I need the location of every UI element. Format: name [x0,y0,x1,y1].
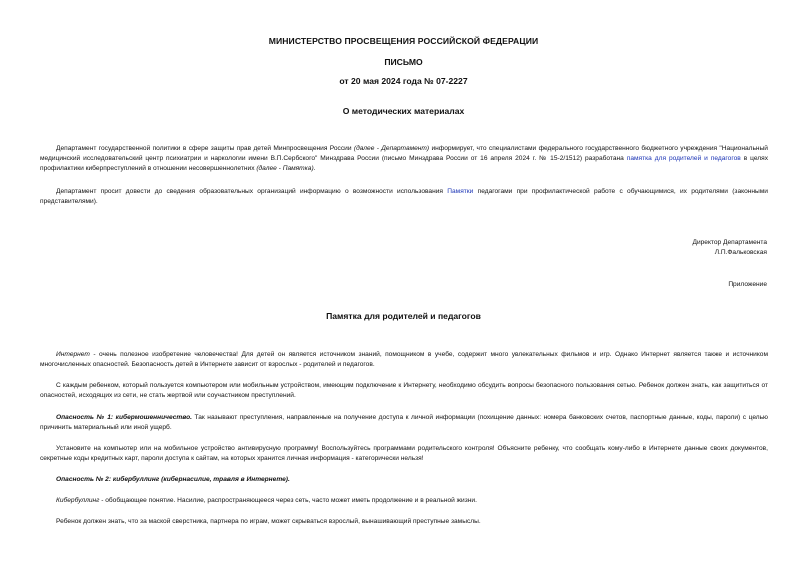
ministry-heading: МИНИСТЕРСТВО ПРОСВЕЩЕНИЯ РОССИЙСКОЙ ФЕДЕРАЦИИ [268,36,539,46]
memo-paragraph-6 [40,496,768,506]
text: Опасность № 2: кибербуллинг (кибернасилие, травля в Интернете). [56,476,290,483]
text: информирует, что специалистами федерального государственного бюджетного учреждения "Национальный медицинский исследовательский центр психиатрии и наркологии имени В.П.Сербского" Минздрава России (письмо Минздрава России от 16 апреля 2024 г. № 15-2/1512) разработана [40,145,768,163]
text: Департамент государственной политики в сфере защиты прав детей Минпросвещения России [56,145,354,152]
memo-paragraph-3 [40,413,768,433]
memo-title: Памятка для родителей и педагогов [326,311,481,321]
memo-paragraph-2: С каждым ребенком, который пользуется компьютером или мобильным устройством, имеющим подключение к Интернету, необходимо обсудить вопросы безопасного пользования сетью. Ребенок должен знать, как защититься от опасностей, исходящих из сети, не стать жертвой или соучастником преступлений. [40,382,768,400]
signature-block [692,238,767,258]
date-and-number: от 20 мая 2024 года № 07-2227 [339,76,468,86]
signature-position: Директор Департамента [692,239,767,246]
memo-paragraph-1 [40,350,768,370]
document-type: ПИСЬМО [384,57,423,67]
appendix-label: Приложение [728,281,767,288]
letter-paragraph-1 [40,144,768,175]
text: (далее - Памятка) [256,165,314,173]
signature-name: Л.П.Фальковская [714,249,767,257]
text: педагогами при профилактической работе с обучающимися, их родителями (законными представителями). [40,188,768,206]
text: - очень полезное изобретение человечества! Для детей он является источником знаний, помощником в учебе, содержит много увлекательных фильмов и игр. Однако Интернет является также и источником многочисленных опасностей. Безопасность детей в Интернете зависит от взрослых - родителей и педагогов. [40,351,768,369]
memo-link-short[interactable]: Памятки [447,188,474,195]
memo-paragraph-5 [40,475,768,485]
memo-paragraph-7: Ребенок должен знать, что за маской сверстника, партнера по играм, может скрываться взрослый, вынашивающий преступные замыслы. [56,518,481,525]
text: . [313,165,316,173]
text: Так называют преступления, направленные на получение доступа к личной информации (похищение данных: номера банковских счетов, паспортные данные, коды, пароли) с целью причинить материальный или иной ущерб. [40,414,768,432]
memo-link[interactable]: памятка для родителей и педагогов [626,155,741,163]
letter-subject: О методических материалах [342,106,465,116]
text: - обобщающее понятие. Насилие, распространяющееся через сеть, часто может иметь продолжение и в реальной жизни. [99,497,477,504]
text: (далее - Департамент) [353,145,430,152]
text: Интернет [56,351,90,358]
memo-paragraph-4: Установите на компьютер или на мобильное устройство антивирусную программу! Воспользуйтесь программами родительского контроля! Объясните ребенку, что сообщать кому-либо в Интернете данные своих документов, секретные коды кредитных карт, пароли доступа к сайтам, на которых хранится личная информация - категорически нельзя! [40,445,768,463]
text: Кибербуллинг [56,497,100,504]
text: в целях профилактики киберпреступлений в отношении несовершеннолетних [40,155,768,173]
text: Опасность № 1: кибермошенничество. [56,414,192,421]
letter-paragraph-2 [40,187,768,207]
text: Департамент просит довести до сведения образовательных организаций информацию о возможности использования [56,188,448,195]
